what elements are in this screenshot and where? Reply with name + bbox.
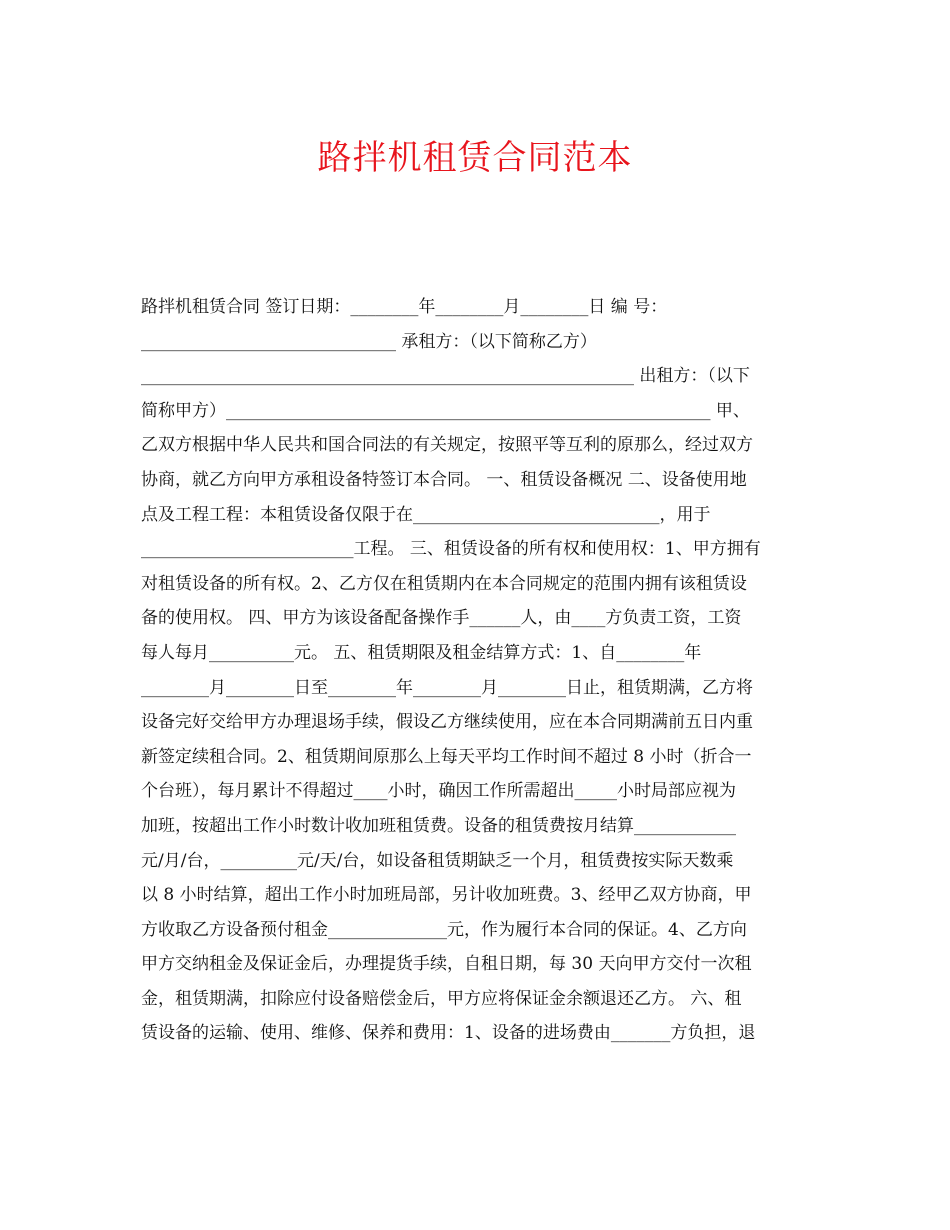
- document-title: 路拌机租赁合同范本: [317, 138, 633, 178]
- text-line: 甲方交纳租金及保证金后，办理提货手续，自租日期，每 30 天向甲方交付一次租: [141, 954, 752, 975]
- text-line: 金，租赁期满，扣除应付设备赔偿金后，甲方应将保证金余额退还乙方。 六、租: [141, 988, 742, 1009]
- text-line: 个台班），每月累计不得超过____小时，确因工作所需超出_____小时局部应视为: [141, 781, 736, 802]
- text-line: 每人每月__________元。 五、租赁期限及租金结算方式：1、自________年: [141, 642, 702, 663]
- text-line: 赁设备的运输、使用、维修、保养和费用：1、设备的进场费由_______方负担，退: [141, 1023, 756, 1044]
- text-line: 加班，按超出工作小时数计收加班租赁费。设备的租赁费按月结算____________: [141, 815, 736, 836]
- text-line: 点及工程工程：本租赁设备仅限于在_____________________________，用于: [141, 504, 711, 525]
- text-line: 对租赁设备的所有权。2、乙方仅在租赁期内在本合同规定的范围内拥有该租赁设: [141, 573, 747, 594]
- text-line: 简称甲方）_________________________________________________________ 甲、: [141, 400, 750, 421]
- text-line: 路拌机租赁合同 签订日期：________年________月________日 编 号：: [141, 297, 668, 317]
- text-line: 设备完好交给甲方办理退场手续，假设乙方继续使用，应在本合同期满前五日内重: [141, 712, 753, 733]
- text-line: 方收取乙方设备预付租金______________元，作为履行本合同的保证。4、乙方向: [141, 919, 747, 940]
- text-line: ______________________________ 承租方：（以下简称乙方）: [141, 331, 597, 352]
- text-line: 协商，就乙方向甲方承租设备特签订本合同。 一、租赁设备概况 二、设备使用地: [141, 469, 747, 490]
- text-line: 以 8 小时结算，超出工作小时加班局部，另计收加班费。3、经甲乙双方协商，甲: [141, 885, 752, 906]
- text-line: _________________________工程。 三、租赁设备的所有权和使用权：1、甲方拥有: [141, 539, 761, 560]
- text-line: 新签定续租合同。2、租赁期间原那么上每天平均工作时间不超过 8 小时（折合一: [141, 746, 752, 767]
- text-line: __________________________________________________________ 出租方：（以下: [141, 366, 750, 387]
- text-line: 备的使用权。 四、甲方为该设备配备操作手______人，由____方负责工资，工资: [141, 608, 742, 629]
- contract-body: [141, 290, 813, 1051]
- text-line: ________月________日至________年________月________日止，租赁期满，乙方将: [141, 677, 753, 698]
- text-line: 乙双方根据中华人民共和国合同法的有关规定，按照平等互利的原那么，经过双方: [141, 435, 753, 456]
- text-line: 元/月/台，_________元/天/台，如设备租赁期缺乏一个月，租赁费按实际天数乘: [141, 850, 734, 871]
